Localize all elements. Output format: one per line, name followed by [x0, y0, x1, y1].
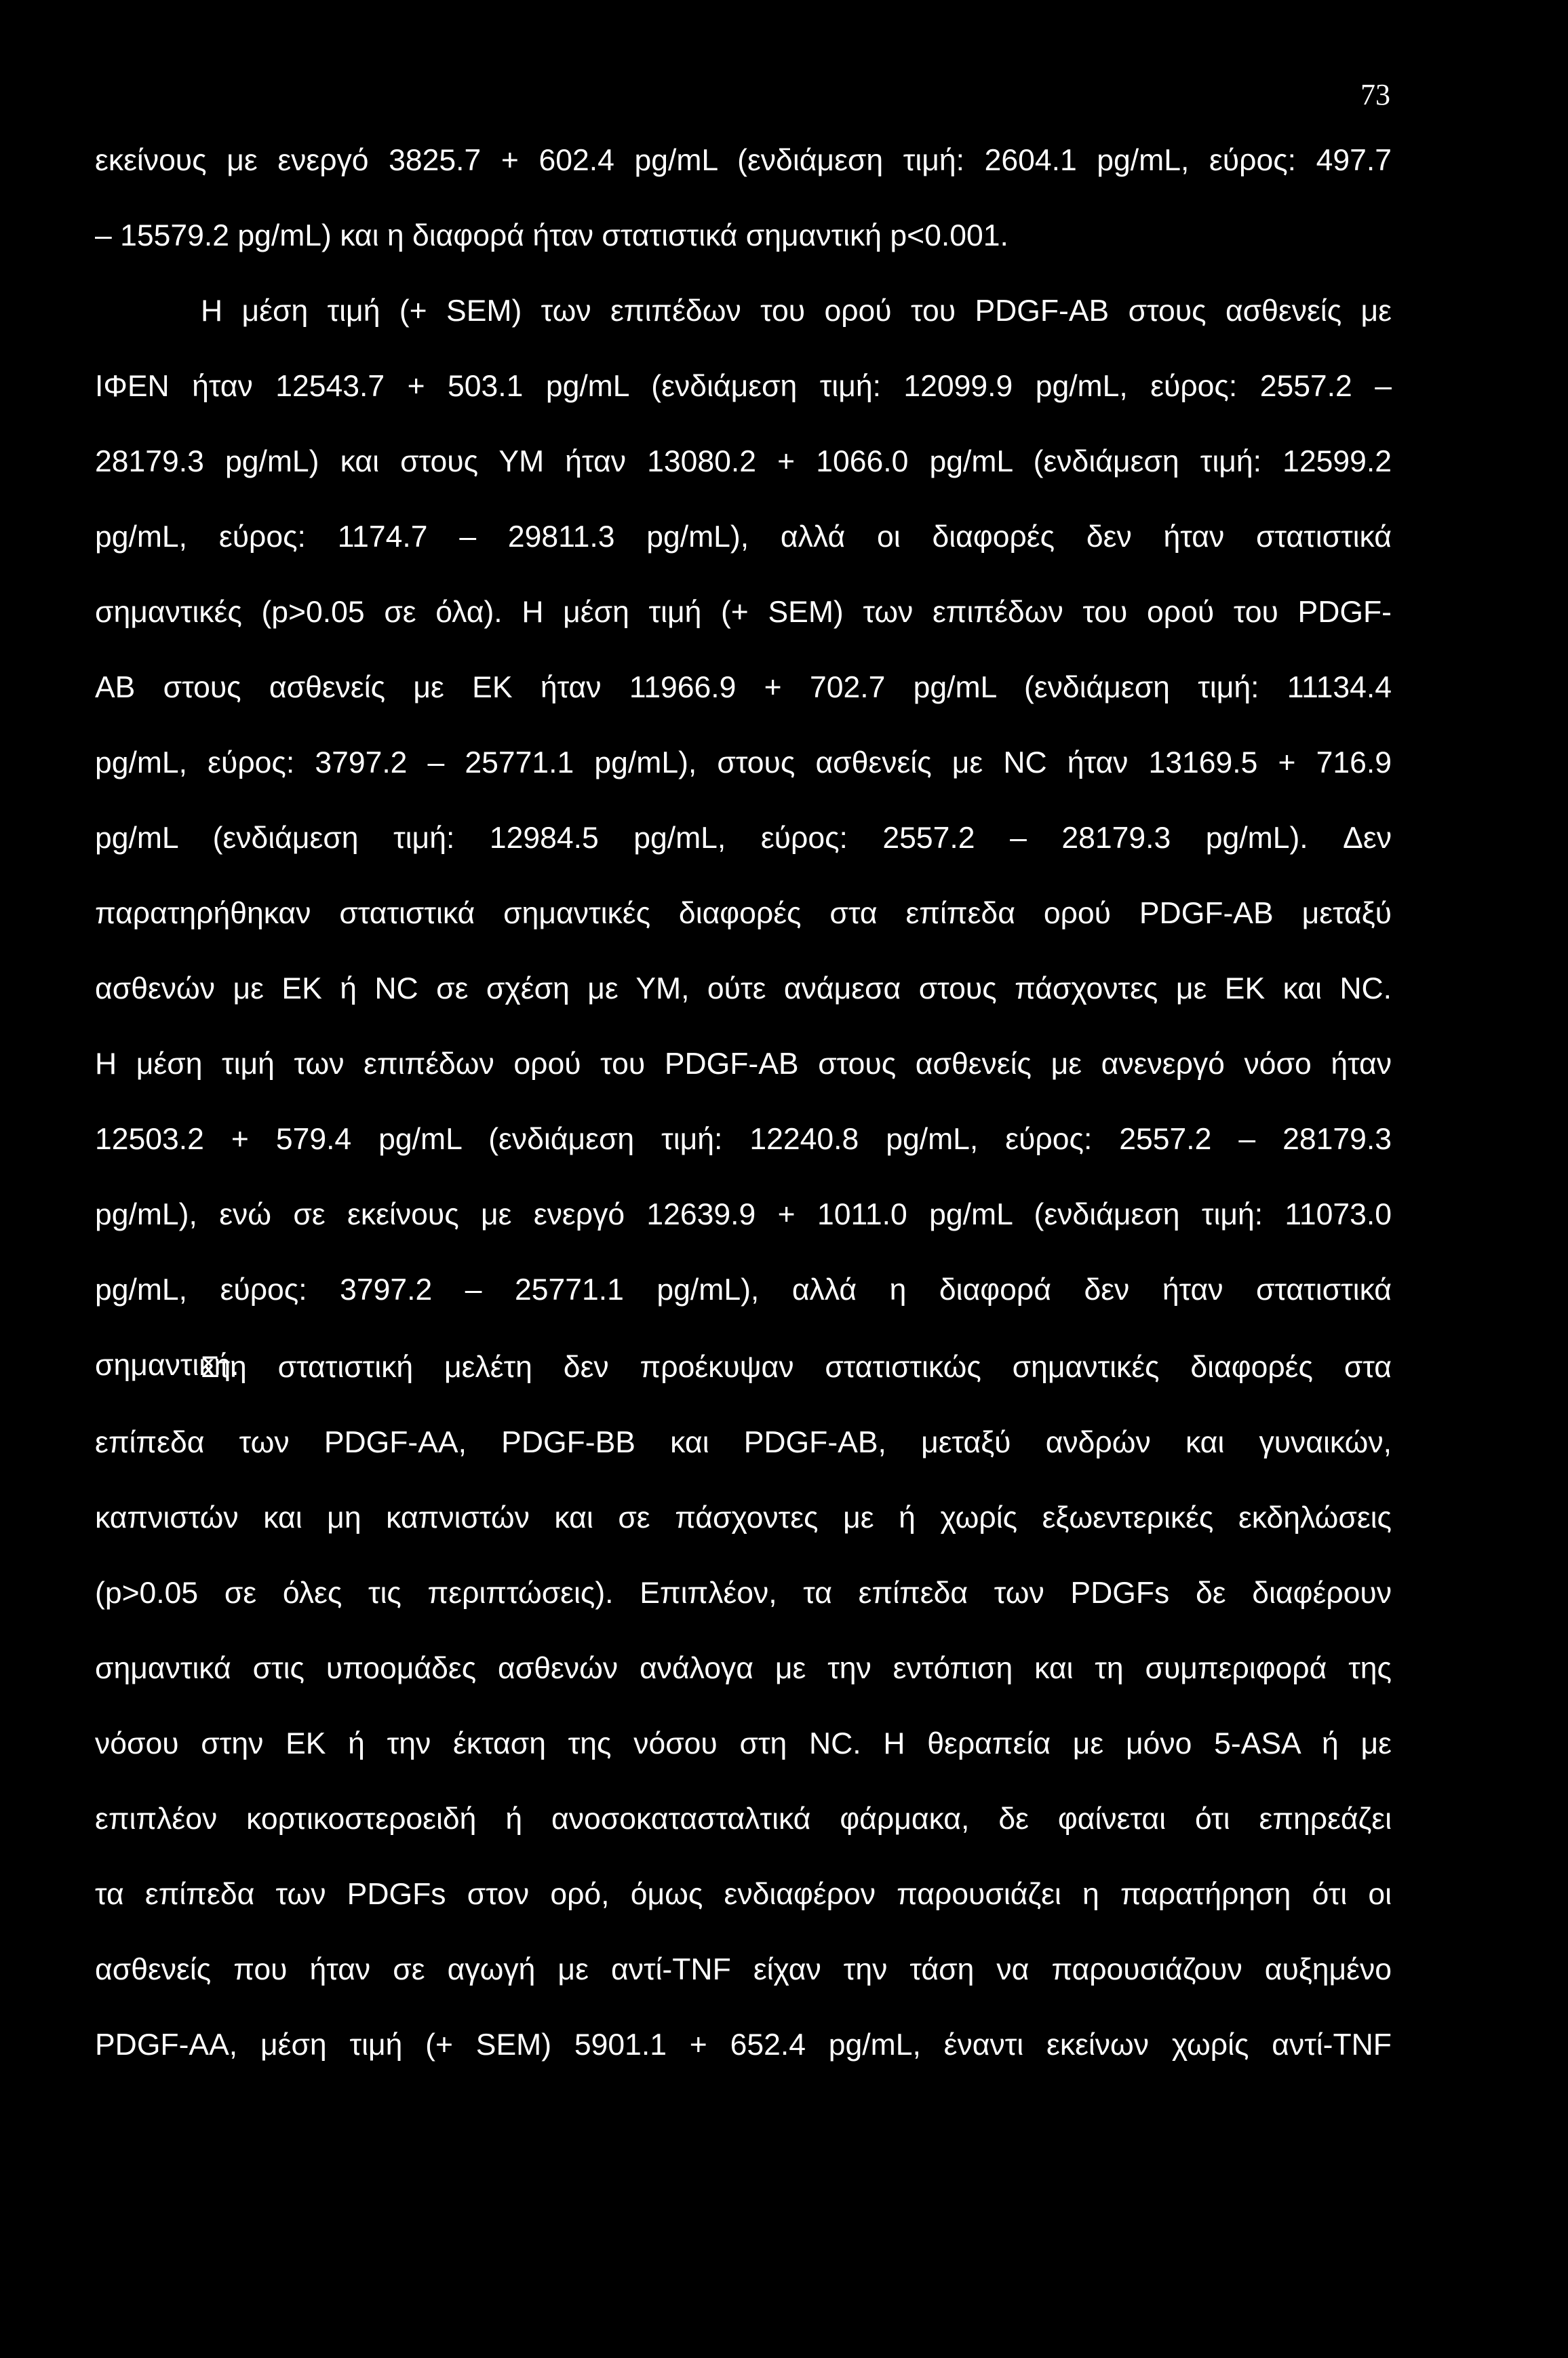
text-line: PDGF-AA, μέση τιμή (+ SEM) 5901.1 + 652.4 pg/mL, έναντι εκείνων χωρίς αντί-TNF	[95, 2028, 1392, 2062]
text-line: pg/mL, εύρος: 3797.2 – 25771.1 pg/mL), αλλά η διαφορά δεν ήταν στατιστικά	[95, 1273, 1392, 1307]
text-line: επίπεδα των PDGF-AA, PDGF-BB και PDGF-AB, μεταξύ ανδρών και γυναικών,	[95, 1426, 1392, 1459]
text-line: pg/mL (ενδιάμεση τιμή: 12984.5 pg/mL, εύρος: 2557.2 – 28179.3 pg/mL). Δεν	[95, 822, 1392, 855]
text-line: Στη στατιστική μελέτη δεν προέκυψαν στατιστικώς σημαντικές διαφορές στα	[201, 1351, 1392, 1384]
text-line: ΙΦΕΝ ήταν 12543.7 + 503.1 pg/mL (ενδιάμεση τιμή: 12099.9 pg/mL, εύρος: 2557.2 –	[95, 370, 1392, 403]
page-number: 73	[1360, 78, 1390, 111]
text-line: pg/mL, εύρος: 1174.7 – 29811.3 pg/mL), αλλά οι διαφορές δεν ήταν στατιστικά	[95, 520, 1392, 554]
text-line: σημαντικές (p>0.05 σε όλα). Η μέση τιμή (+ SEM) των επιπέδων του ορού του PDGF-	[95, 596, 1392, 629]
text-line: νόσου στην ΕΚ ή την έκταση της νόσου στη NC. Η θεραπεία με μόνο 5-ASA ή με	[95, 1727, 1392, 1760]
text-line: – 15579.2 pg/mL) και η διαφορά ήταν στατιστικά σημαντική p<0.001.	[95, 219, 1008, 252]
text-line: AB στους ασθενείς με ΕΚ ήταν 11966.9 + 702.7 pg/mL (ενδιάμεση τιμή: 11134.4	[95, 671, 1392, 704]
text-line: ασθενών με ΕΚ ή NC σε σχέση με ΥΜ, ούτε ανάμεσα στους πάσχοντες με ΕΚ και NC.	[95, 972, 1392, 1005]
text-line: 12503.2 + 579.4 pg/mL (ενδιάμεση τιμή: 12240.8 pg/mL, εύρος: 2557.2 – 28179.3	[95, 1123, 1392, 1156]
text-line: παρατηρήθηκαν στατιστικά σημαντικές διαφορές στα επίπεδα ορού PDGF-AB μεταξύ	[95, 897, 1392, 930]
text-line: pg/mL, εύρος: 3797.2 – 25771.1 pg/mL), στους ασθενείς με NC ήταν 13169.5 + 716.9	[95, 746, 1392, 779]
paragraph-pdgf-ab-results	[95, 123, 1392, 1403]
text-line: pg/mL), ενώ σε εκείνους με ενεργό 12639.9 + 1011.0 pg/mL (ενδιάμεση τιμή: 11073.0	[95, 1198, 1392, 1231]
text-line: σημαντική.	[95, 1349, 239, 1382]
text-line: Η μέση τιμή (+ SEM) των επιπέδων του ορού του PDGF-AB στους ασθενείς με	[201, 294, 1392, 328]
text-line: εκείνους με ενεργό 3825.7 + 602.4 pg/mL (ενδιάμεση τιμή: 2604.1 pg/mL, εύρος: 497.7	[95, 144, 1392, 177]
text-line: ασθενείς που ήταν σε αγωγή με αντί-TNF είχαν την τάση να παρουσιάζουν αυξημένο	[95, 1953, 1392, 1986]
text-line: (p>0.05 σε όλες τις περιπτώσεις). Επιπλέον, τα επίπεδα των PDGFs δε διαφέρουν	[95, 1577, 1392, 1610]
text-line: επιπλέον κορτικοστεροειδή ή ανοσοκατασταλτικά φάρμακα, δε φαίνεται ότι επηρεάζει	[95, 1802, 1392, 1836]
text-line: τα επίπεδα των PDGFs στον ορό, όμως ενδιαφέρον παρουσιάζει η παρατήρηση ότι οι	[95, 1878, 1392, 1911]
text-line: καπνιστών και μη καπνιστών και σε πάσχοντες με ή χωρίς εξωεντερικές εκδηλώσεις	[95, 1501, 1392, 1534]
text-line: σημαντικά στις υποομάδες ασθενών ανάλογα με την εντόπιση και τη συμπεριφορά της	[95, 1652, 1392, 1685]
text-line: Η μέση τιμή των επιπέδων ορού του PDGF-AB στους ασθενείς με ανενεργό νόσο ήταν	[95, 1047, 1392, 1081]
text-line: 28179.3 pg/mL) και στους ΥΜ ήταν 13080.2 + 1066.0 pg/mL (ενδιάμεση τιμή: 12599.2	[95, 445, 1392, 478]
paragraph-statistical-study	[95, 1330, 1392, 2083]
